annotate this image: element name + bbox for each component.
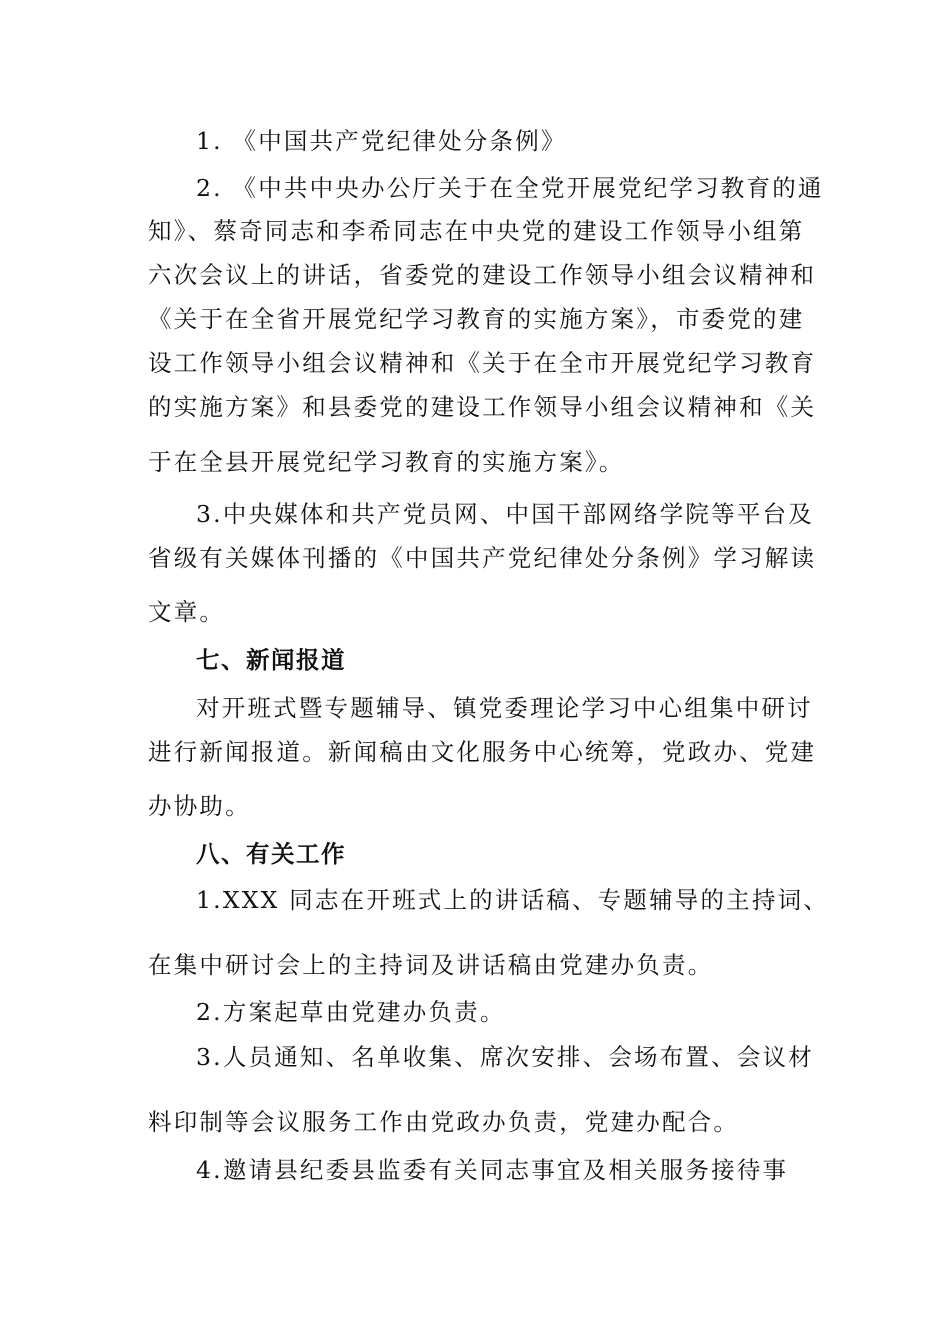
news-paragraph-line-2: 进行新闻报道。新闻稿由文化服务中心统筹，党政办、党建 — [148, 738, 817, 766]
work-item-4-line-1: 4.邀请县纪委县监委有关同志事宜及相关服务接待事 — [196, 1156, 789, 1184]
reference-item-2-line-6: 的实施方案》和县委党的建设工作领导小组会议精神和《关 — [148, 393, 817, 421]
reference-item-3-line-2: 省级有关媒体刊播的《中国共产党纪律处分条例》学习解读 — [148, 544, 817, 572]
work-item-1-line-2: 在集中研讨会上的主持词及讲话稿由党建办负责。 — [148, 951, 714, 979]
reference-item-3-line-3: 文章。 — [148, 598, 226, 626]
news-paragraph-line-1: 对开班式暨专题辅导、镇党委理论学习中心组集中研讨 — [196, 694, 813, 722]
reference-item-2-line-1: 2. 《中共中央办公厅关于在全党开展党纪学习教育的通 — [196, 174, 824, 202]
news-paragraph-line-3: 办协助。 — [148, 792, 251, 820]
section-heading-related-work: 八、有关工作 — [196, 840, 346, 868]
reference-item-2-line-4: 《关于在全省开展党纪学习教育的实施方案》，市委党的建 — [148, 305, 805, 333]
work-item-3-line-2: 料印制等会议服务工作由党政办负责，党建办配合。 — [148, 1108, 740, 1136]
reference-item-3-line-1: 3.中央媒体和共产党员网、中国干部网络学院等平台及 — [196, 500, 814, 528]
reference-item-2-line-7: 于在全县开展党纪学习教育的实施方案》。 — [148, 448, 625, 476]
work-item-3-line-1: 3.人员通知、名单收集、席次安排、会场布置、会议材 — [196, 1043, 814, 1071]
reference-item-1: 1. 《中国共产党纪律处分条例》 — [196, 127, 567, 155]
work-item-2: 2.方案起草由党建办负责。 — [196, 998, 506, 1026]
reference-item-2-line-5: 设工作领导小组会议精神和《关于在全市开展党纪学习教育 — [148, 349, 817, 377]
section-heading-news-report: 七、新闻报道 — [196, 646, 346, 674]
reference-item-2-line-2: 知》、蔡奇同志和李希同志在中央党的建设工作领导小组第 — [148, 217, 805, 245]
work-item-1-line-1: 1.XXX 同志在开班式上的讲话稿、专题辅导的主持词、 — [196, 886, 829, 914]
reference-item-2-line-3: 六次会议上的讲话，省委党的建设工作领导小组会议精神和 — [148, 261, 817, 289]
